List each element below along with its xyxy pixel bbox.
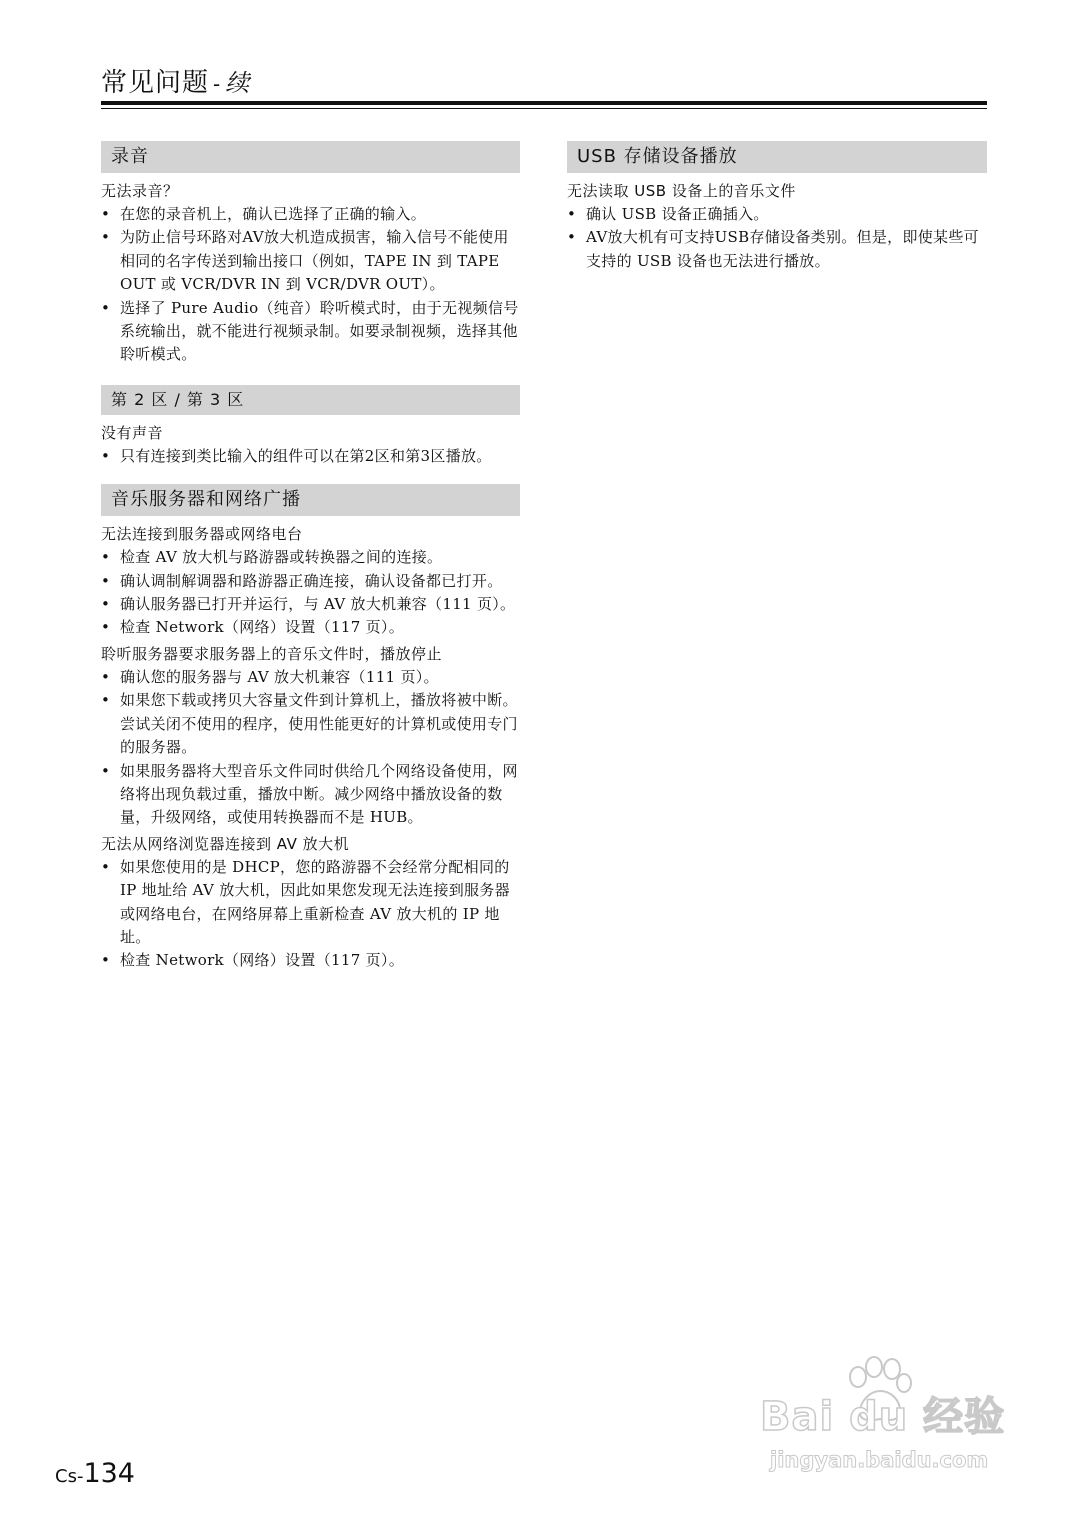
header-rule-thin	[101, 108, 987, 109]
list-item: • 检查 Network（网络）设置（117 页）。	[101, 616, 520, 639]
list-item: • AV放大机有可支持USB存储设备类别。但是，即使某些可支持的 USB 设备也无法进行播放。	[567, 226, 987, 273]
list-item: • 检查 Network（网络）设置（117 页）。	[101, 949, 520, 972]
title-continued: 续	[225, 69, 251, 97]
watermark-url: jingyan.baidu.com	[770, 1448, 989, 1472]
section-heading-usb: USB 存储设备播放	[567, 141, 987, 173]
header-rule-thick	[101, 101, 987, 105]
list-item: • 如果您使用的是 DHCP，您的路游器不会经常分配相同的 IP 地址给 AV 放大机，因此如果您发现无法连接到服务器或网络电台，在网络屏幕上重新检查 AV 放大机的 IP 地址。	[101, 856, 520, 950]
title-dash: -	[213, 72, 222, 96]
subheading-cannot-connect-server: 无法连接到服务器或网络电台	[101, 525, 303, 544]
list-item: • 如果您下载或拷贝大容量文件到计算机上，播放将被中断。尝试关闭不使用的程序，使用性能更好的计算机或使用专门的服务器。	[101, 689, 520, 759]
bullet-list-connect-server	[101, 546, 520, 640]
list-item: • 确认服务器已打开并运行，与 AV 放大机兼容（111 页）。	[101, 593, 520, 616]
subheading-playback-stops: 聆听服务器要求服务器上的音乐文件时，播放停止	[101, 644, 443, 663]
section-heading-zone: 第 2 区 / 第 3 区	[101, 385, 520, 415]
page-title	[101, 62, 250, 99]
watermark-brand: Bai du 经验	[760, 1394, 1006, 1440]
list-item: • 如果服务器将大型音乐文件同时供给几个网络设备使用，网络将出现负载过重，播放中断。减少网络中播放设备的数量，升级网络，或使用转换器而不是 HUB。	[101, 760, 520, 830]
subheading-cannot-read-usb: 无法读取 USB 设备上的音乐文件	[567, 182, 796, 200]
section-heading-network: 音乐服务器和网络广播	[101, 484, 520, 516]
subheading-no-sound: 没有声音	[101, 423, 164, 442]
subheading-browser-connect: 无法从网络浏览器连接到 AV 放大机	[101, 834, 350, 853]
list-item: • 在您的录音机上，确认已选择了正确的输入。	[101, 203, 520, 226]
list-item: • 只有连接到类比输入的组件可以在第2区和第3区播放。	[101, 445, 520, 468]
bullet-list-browser-connect	[101, 856, 520, 973]
bullet-list-usb	[567, 203, 987, 273]
right-column	[567, 141, 987, 273]
baidu-watermark	[760, 1355, 1020, 1485]
left-column	[101, 141, 520, 973]
list-item: • 选择了 Pure Audio（纯音）聆听模式时，由于无视频信号系统输出，就不能进行视频录制。如要录制视频，选择其他聆听模式。	[101, 297, 520, 367]
page-number-value: 134	[83, 1458, 135, 1489]
subheading-cannot-record: 无法录音？	[101, 182, 179, 200]
bullet-list-playback-stops	[101, 666, 520, 830]
list-item: • 为防止信号环路对AV放大机造成损害，输入信号不能使用相同的名字传送到输出接口（例如，TAPE IN 到 TAPE OUT 或 VCR/DVR IN 到 VCR/DVR OUT）。	[101, 226, 520, 296]
list-item: • 确认调制解调器和路游器正确连接，确认设备都已打开。	[101, 570, 520, 593]
bullet-list-recording	[101, 203, 520, 367]
list-item: • 确认您的服务器与 AV 放大机兼容（111 页）。	[101, 666, 520, 689]
page-number	[55, 1458, 135, 1489]
title-text: 常见问题	[101, 68, 210, 98]
list-item: • 确认 USB 设备正确插入。	[567, 203, 987, 226]
list-item: • 检查 AV 放大机与路游器或转换器之间的连接。	[101, 546, 520, 569]
bullet-list-zone	[101, 445, 520, 468]
section-heading-recording: 录音	[101, 141, 520, 173]
page-number-prefix: Cs-	[55, 1466, 84, 1487]
